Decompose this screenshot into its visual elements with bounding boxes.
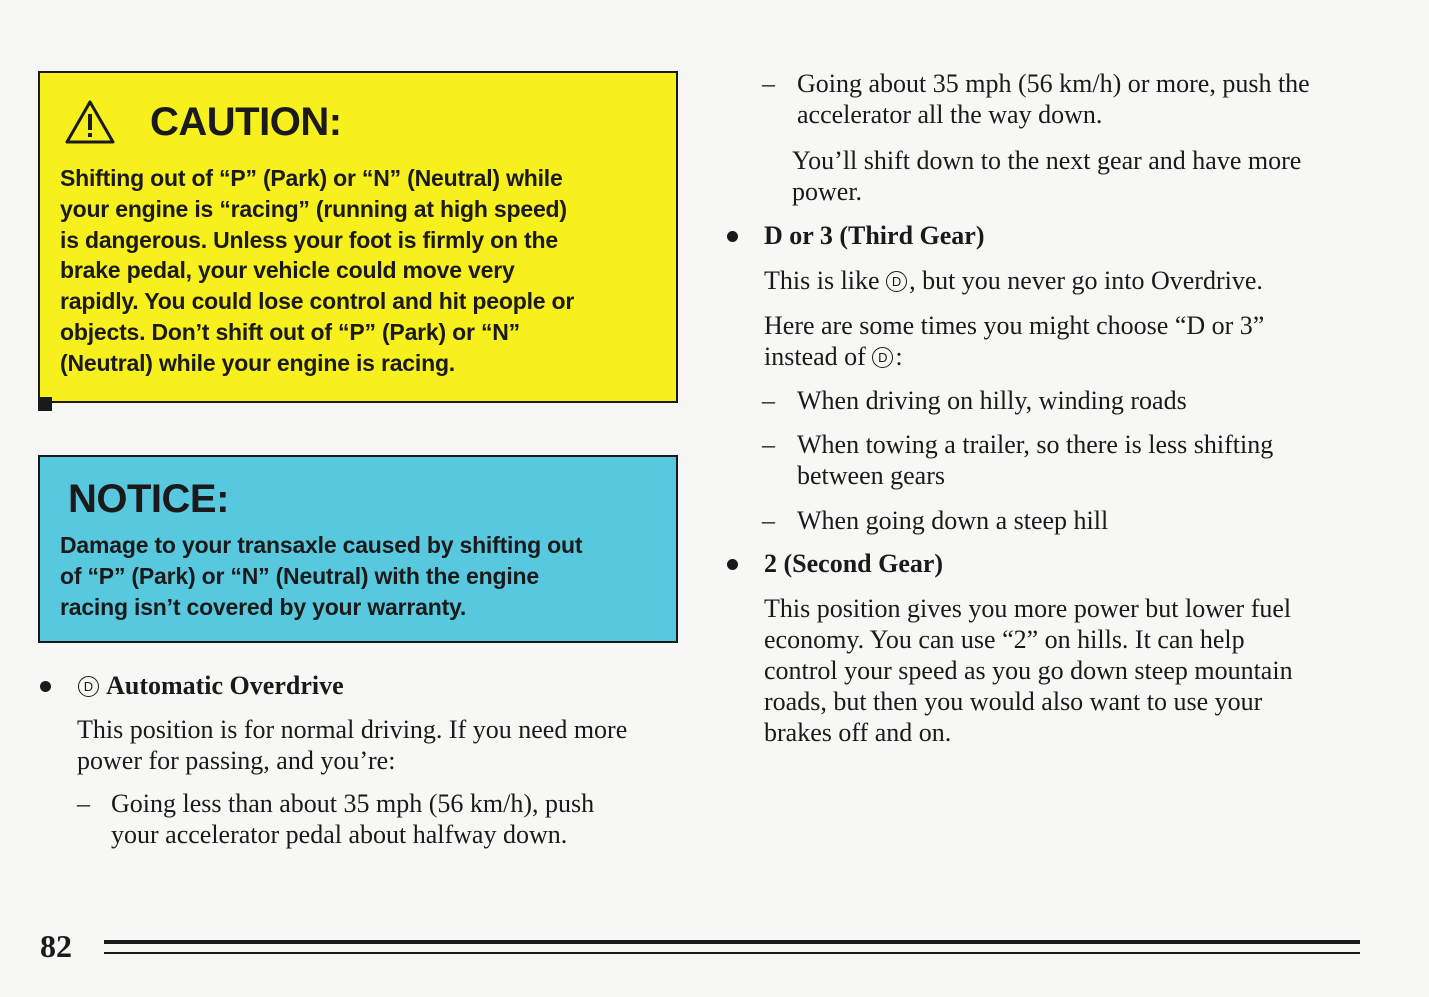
text-run: This is like (764, 266, 887, 295)
text-line (764, 341, 1264, 372)
caution-heading-row (64, 99, 342, 145)
text-run: instead of (764, 342, 873, 371)
caution-text (60, 163, 660, 379)
bullet-dot-icon (40, 681, 51, 692)
caution-line: rapidly. You could lose control and hit people or (60, 288, 575, 315)
bullet-dot-icon (727, 559, 738, 570)
notice-line: Damage to your transaxle caused by shifting out (60, 532, 583, 558)
dash-marker: – (762, 430, 775, 459)
text-line: control your speed as you go down steep mountain (764, 656, 1293, 685)
caution-box (38, 71, 678, 403)
second-gear-heading: 2 (Second Gear) (764, 549, 944, 578)
second-gear-paragraph (764, 593, 1293, 748)
text-line: This position gives you more power but lower fuel (764, 594, 1292, 623)
notice-text (60, 530, 660, 622)
text-line: When towing a trailer, so there is less shifting (797, 430, 1274, 459)
text-line: between gears (797, 461, 945, 490)
bullet-dot-icon (727, 231, 738, 242)
dash-marker: – (77, 789, 90, 818)
overdrive-dash-item (111, 788, 594, 850)
dash-item-steep: When going down a steep hill (797, 506, 1109, 535)
overdrive-symbol-icon: D (78, 676, 99, 697)
caution-line: objects. Don’t shift out of “P” (Park) or “N” (60, 318, 520, 345)
footer-rule (104, 940, 1360, 944)
page-number: 82 (40, 928, 72, 964)
notice-line: of “P” (Park) or “N” (Neutral) with the engine (60, 562, 539, 589)
caution-line: Shifting out of “P” (Park) or “N” (Neutral) while (60, 165, 563, 191)
caution-line: (Neutral) while your engine is racing. (60, 349, 455, 376)
overdrive-symbol-icon: D (886, 271, 907, 292)
text-line: This position is for normal driving. If you need more (77, 715, 628, 744)
text-line: Going about 35 mph (56 km/h) or more, push the (797, 69, 1310, 98)
caution-line: your engine is “racing” (running at high speed) (60, 195, 567, 222)
corner-mark (38, 397, 52, 411)
shift-down-paragraph (792, 145, 1301, 207)
text-line: power. (792, 177, 863, 206)
text-run: : (895, 342, 903, 371)
third-gear-heading: D or 3 (Third Gear) (764, 221, 985, 250)
text-line: Going less than about 35 mph (56 km/h), push (111, 789, 595, 818)
caution-line: is dangerous. Unless your foot is firmly on the (60, 226, 558, 253)
notice-heading: NOTICE: (68, 477, 229, 521)
text-run: , but you never go into Overdrive. (909, 266, 1263, 295)
dash-marker: – (762, 506, 775, 535)
text-line: your accelerator pedal about halfway down. (111, 820, 568, 849)
notice-box (38, 455, 678, 643)
text-line: brakes off and on. (764, 718, 952, 747)
footer-rule-thin (104, 952, 1360, 954)
overdrive-symbol-icon: D (872, 347, 893, 368)
dash-item-towing (797, 429, 1273, 491)
caution-line: brake pedal, your vehicle could move very (60, 257, 515, 284)
text-line: accelerator all the way down. (797, 100, 1103, 129)
caution-heading: CAUTION: (150, 99, 342, 144)
dash-marker: – (762, 386, 775, 415)
overdrive-heading-text: Automatic Overdrive (106, 671, 344, 700)
text-line: roads, but then you would also want to use your (764, 687, 1263, 716)
dash-marker: – (762, 69, 775, 98)
third-gear-paragraph-2 (764, 310, 1264, 372)
warning-triangle-icon (64, 99, 116, 145)
overdrive-heading (78, 670, 344, 701)
text-line: Here are some times you might choose “D or 3” (764, 311, 1265, 340)
text-line: You’ll shift down to the next gear and have more (792, 146, 1302, 175)
overdrive-paragraph (77, 714, 627, 776)
third-gear-paragraph-1 (764, 265, 1263, 296)
text-line: power for passing, and you’re: (77, 746, 396, 775)
text-line: economy. You can use “2” on hills. It can help (764, 625, 1245, 654)
dash-item-hilly: When driving on hilly, winding roads (797, 386, 1187, 415)
notice-line: racing isn’t covered by your warranty. (60, 593, 467, 620)
dash-item-35mph-more (797, 68, 1310, 130)
